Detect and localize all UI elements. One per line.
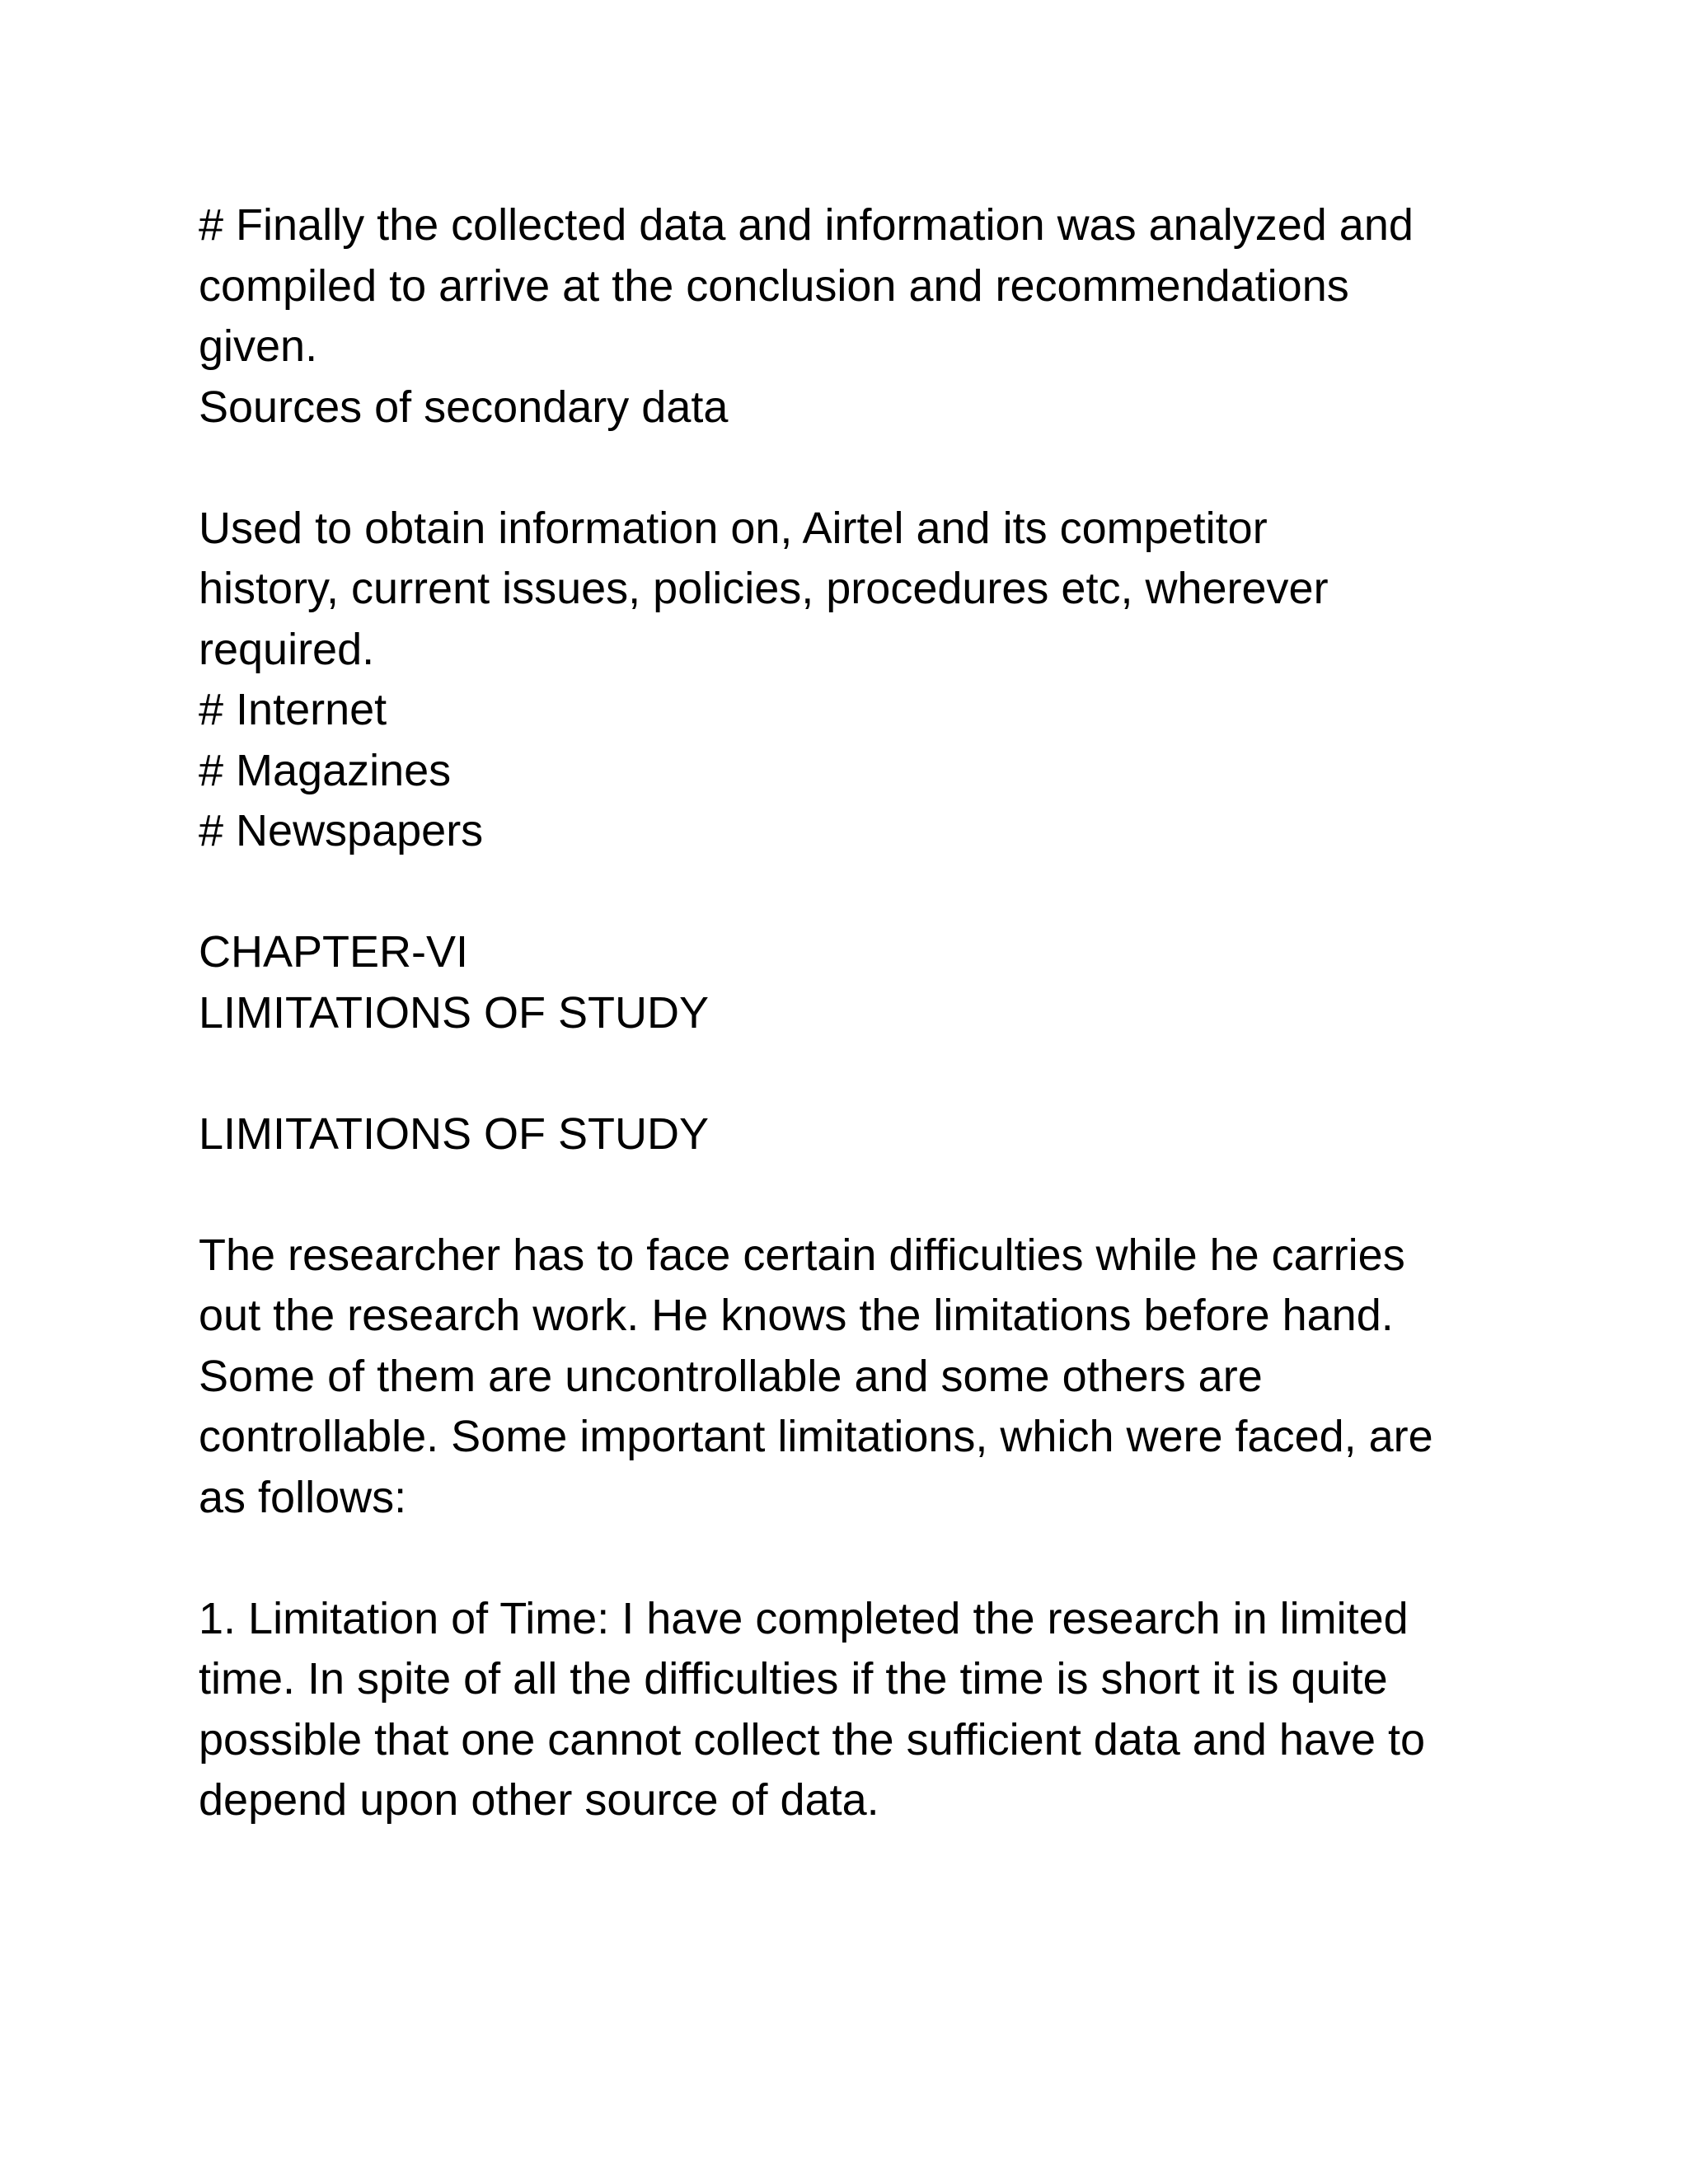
text-line: time. In spite of all the difficulties if the time is short it is quite xyxy=(199,1654,1388,1704)
text-line: possible that one cannot collect the sufficient data and have to xyxy=(199,1714,1426,1765)
source-item-magazines: # Magazines xyxy=(199,745,452,795)
text-line: 1. Limitation of Time: I have completed the research in limited xyxy=(199,1593,1409,1643)
text-line: compiled to arrive at the conclusion and recommendations xyxy=(199,260,1349,311)
text-line: controllable. Some important limitations, which were faced, are xyxy=(199,1412,1433,1461)
text-line: Some of them are uncontrollable and some others are xyxy=(199,1351,1263,1401)
blank-line xyxy=(199,862,1556,923)
limitation-of-time-paragraph xyxy=(199,1589,1556,1831)
text-line: required. xyxy=(199,624,375,674)
text-line: depend upon other source of data. xyxy=(199,1775,879,1825)
text-line: The researcher has to face certain difficulties while he carries xyxy=(199,1230,1405,1280)
chapter-title: LIMITATIONS OF STUDY xyxy=(199,987,710,1038)
secondary-data-description xyxy=(199,499,1556,681)
chapter-header xyxy=(199,922,1556,1043)
blank-line xyxy=(199,1165,1556,1226)
blank-line xyxy=(199,1043,1556,1104)
source-item-newspapers: # Newspapers xyxy=(199,806,484,855)
section-heading: LIMITATIONS OF STUDY xyxy=(199,1108,710,1159)
text-line: # Finally the collected data and information was analyzed and xyxy=(199,200,1414,250)
secondary-data-heading: Sources of secondary data xyxy=(199,382,729,432)
sources-list xyxy=(199,680,1556,862)
text-line: history, current issues, policies, procedures etc, wherever xyxy=(199,564,1329,613)
analysis-paragraph xyxy=(199,195,1556,438)
text-line: Used to obtain information on, Airtel and its competitor xyxy=(199,503,1268,553)
blank-line xyxy=(199,438,1556,499)
text-line: as follows: xyxy=(199,1472,407,1522)
blank-line xyxy=(199,1528,1556,1589)
chapter-label: CHAPTER-VI xyxy=(199,927,469,977)
source-item-internet: # Internet xyxy=(199,685,387,734)
limitations-intro-paragraph xyxy=(199,1226,1556,1529)
text-line: given. xyxy=(199,321,318,371)
text-line: out the research work. He knows the limitations before hand. xyxy=(199,1291,1394,1340)
